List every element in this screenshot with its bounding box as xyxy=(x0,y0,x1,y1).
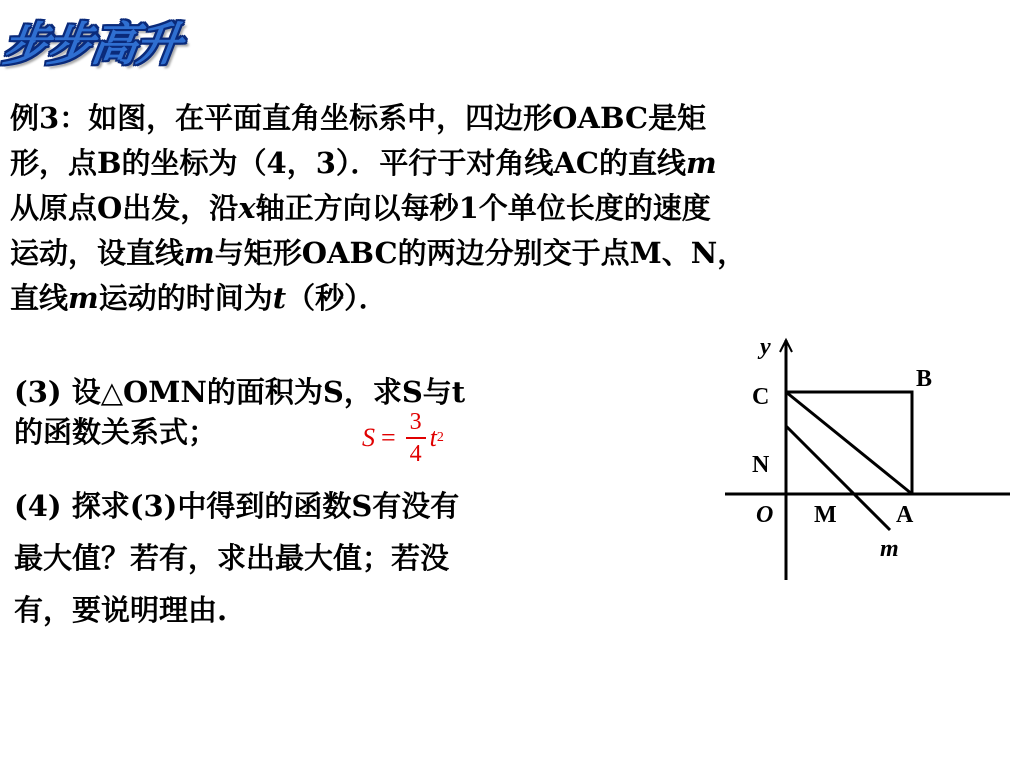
coordinate-diagram xyxy=(720,330,1020,590)
slide-title: 步步高升 xyxy=(0,17,184,71)
question-4-line-2: 最大值？若有，求出最大值；若没 xyxy=(14,541,450,575)
problem-line-1: 例3：如图，在平面直角坐标系中，四边形OABC是矩 xyxy=(10,101,707,135)
fraction-numerator: 3 xyxy=(409,409,422,435)
formula-lhs: S xyxy=(362,422,375,452)
problem-statement xyxy=(10,96,970,321)
question-4-line-3: 有，要说明理由. xyxy=(14,593,228,627)
question-3-line-1: (3) 设△OMN的面积为S，求S与t xyxy=(14,375,466,409)
label-n: N xyxy=(752,452,770,478)
label-a: A xyxy=(896,502,914,528)
label-m-point: M xyxy=(814,502,837,528)
problem-line-2: 形，点B的坐标为（4，3）．平行于对角线AC的直线m xyxy=(10,146,717,180)
question-4-line-1: (4) 探求(3)中得到的函数S有没有 xyxy=(14,489,460,523)
fraction-bar xyxy=(406,437,426,439)
problem-line-5: 直线m运动的时间为t（秒）． xyxy=(10,281,388,315)
label-o: O xyxy=(756,502,774,528)
formula-exponent: 2 xyxy=(436,429,444,445)
question-3-line-2: 的函数关系式； xyxy=(14,415,218,449)
problem-line-4: 运动，设直线m与矩形OABC的两边分别交于点M、N， xyxy=(10,236,747,270)
label-c: C xyxy=(752,384,770,410)
problem-line-3: 从原点O出发，沿x轴正方向以每秒1个单位长度的速度 xyxy=(10,191,711,225)
question-4 xyxy=(14,480,714,636)
label-m-line: m xyxy=(880,536,899,562)
label-y: y xyxy=(760,334,771,360)
formula-fraction xyxy=(406,410,426,466)
line-m xyxy=(786,426,890,530)
formula-variable: t xyxy=(429,422,437,452)
formula-equals: = xyxy=(381,422,396,452)
answer-formula xyxy=(362,410,444,466)
fraction-denominator: 4 xyxy=(409,440,422,467)
label-b: B xyxy=(916,366,933,392)
